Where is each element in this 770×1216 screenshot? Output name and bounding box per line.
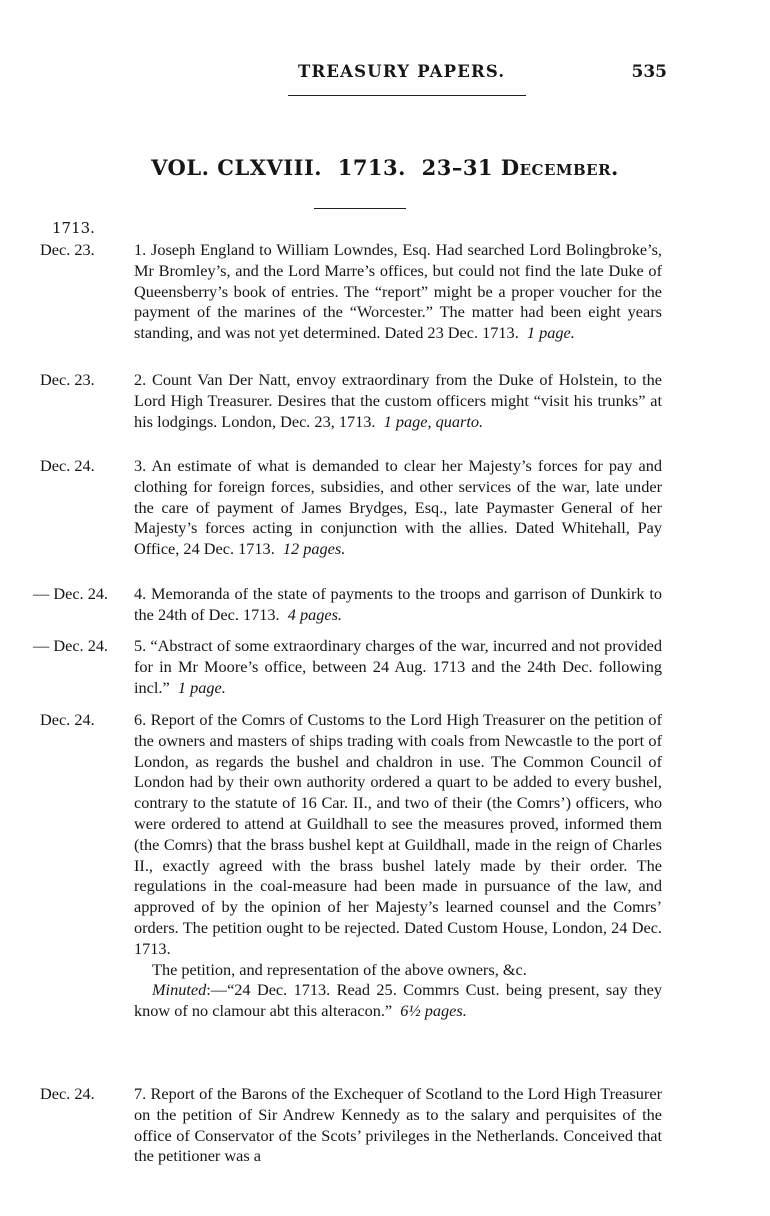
volume-heading bbox=[0, 155, 770, 180]
entry-text bbox=[134, 240, 662, 344]
entry-text bbox=[134, 1084, 662, 1167]
year-label: 1713. bbox=[52, 219, 95, 237]
volume-month: December. bbox=[500, 155, 619, 180]
entry-text bbox=[134, 710, 662, 1022]
entry-extent: 1 page. bbox=[526, 323, 575, 343]
header-rule bbox=[288, 95, 526, 96]
entry-extent: 6½ pages. bbox=[400, 1001, 467, 1021]
entry-date: Dec. 24. bbox=[40, 456, 95, 475]
entry-extent: 4 pages. bbox=[287, 604, 342, 624]
entry-text bbox=[134, 370, 662, 432]
volume-range: 23–31 bbox=[421, 155, 494, 180]
running-head bbox=[0, 62, 770, 86]
entry-body: 1. Joseph England to William Lowndes, Esq. Had searched Lord Bolingbroke’s, Mr Bromley’s, and the Lord Marre’s offices, but could not find the late Duke of Queensberry’s book of entries. The “report” might be a proper voucher for the payment of the marines of the “Worcester.” The matter had been eight years standing, and was not yet determined. Dated 23 Dec. 1713. bbox=[134, 240, 662, 343]
entry-minute bbox=[134, 980, 662, 1022]
entry-body: 4. Memoranda of the state of payments to the troops and garrison of Dunkirk to the 24th of Dec. 1713. bbox=[134, 584, 662, 624]
page-number: 535 bbox=[631, 62, 667, 82]
entry-date: — Dec. 24. bbox=[33, 584, 109, 603]
entry-body: 7. Report of the Barons of the Exchequer of Scotland to the Lord High Treasurer on the petition of Sir Andrew Kennedy as to the salary and perquisites of the office of Conservator of the Scots’ privileges in the Netherlands. Conceived that the petitioner was a bbox=[134, 1084, 662, 1166]
entry-enclosure: The petition, and representation of the above owners, &c. bbox=[152, 959, 527, 979]
entry-body: 2. Count Van Der Natt, envoy extraordinary from the Duke of Holstein, to the Lord High Treasurer. Desires that the custom officers might “visit his trunks” at his lodgings. London, Dec. 23, 1713. bbox=[134, 370, 662, 431]
entry-body: 6. Report of the Comrs of Customs to the Lord High Treasurer on the petition of the owners and masters of ships trading with coals from Newcastle to the port of London, as regards the bushel and chaldron in use. The Common Council of London had by their own authority ordered a quart to be added to every bushel, contrary to the statute of 16 Car. II., and two of their (the Comrs’) officers, who were ordered to attend at Guildhall to see the measures proved, informed them (the Comrs) that the brass bushel kept at Guildhall, made in the reign of Charles II., exactly agreed with the brass bushel lately made by their order. The regulations in the coal-measure had been made in pursuance of the law, and approved of by the opinion of her Majesty’s learned counsel and the Comrs’ orders. The petition ought to be rejected. Dated Custom House, London, 24 Dec. 1713. bbox=[134, 710, 662, 958]
entry-text bbox=[134, 456, 662, 560]
entry-text bbox=[134, 636, 662, 698]
entry-body: 3. An estimate of what is demanded to clear her Majesty’s forces for pay and clothing for foreign forces, subsidies, and other services of the war, late under the care of payment of James Brydges, Esq., late Paymaster General of her Majesty’s forces acting in conjunction with the allies. Dated Whitehall, Pay Office, 24 Dec. 1713. bbox=[134, 456, 662, 559]
minute-text: :—“24 Dec. 1713. Read 25. Commrs Cust. being present, say they know of no clamour abt this alteracon.” bbox=[134, 980, 662, 1021]
running-head-title: TREASURY PAPERS. bbox=[298, 62, 506, 81]
entry-body: 5. “Abstract of some extraordinary charges of the war, incurred and not provided for in Mr Moore’s office, between 24 Aug. 1713 and the 24th Dec. following incl.” bbox=[134, 636, 662, 697]
volume-number: VOL. CLXVIII. bbox=[151, 155, 323, 180]
entry-extent: 1 page. bbox=[177, 677, 226, 697]
entry-extent: 1 page, quarto. bbox=[383, 411, 484, 431]
entry-date: Dec. 23. bbox=[40, 370, 95, 389]
minute-label: Minuted bbox=[152, 980, 207, 1000]
entry-date: Dec. 24. bbox=[40, 1084, 95, 1103]
entry-date: — Dec. 24. bbox=[33, 636, 109, 655]
entry-date: Dec. 23. bbox=[40, 240, 95, 259]
heading-rule bbox=[314, 208, 406, 209]
entry-date: Dec. 24. bbox=[40, 710, 95, 729]
entry-extent: 12 pages. bbox=[282, 539, 346, 559]
volume-year: 1713. bbox=[337, 155, 406, 180]
entry-text bbox=[134, 584, 662, 626]
